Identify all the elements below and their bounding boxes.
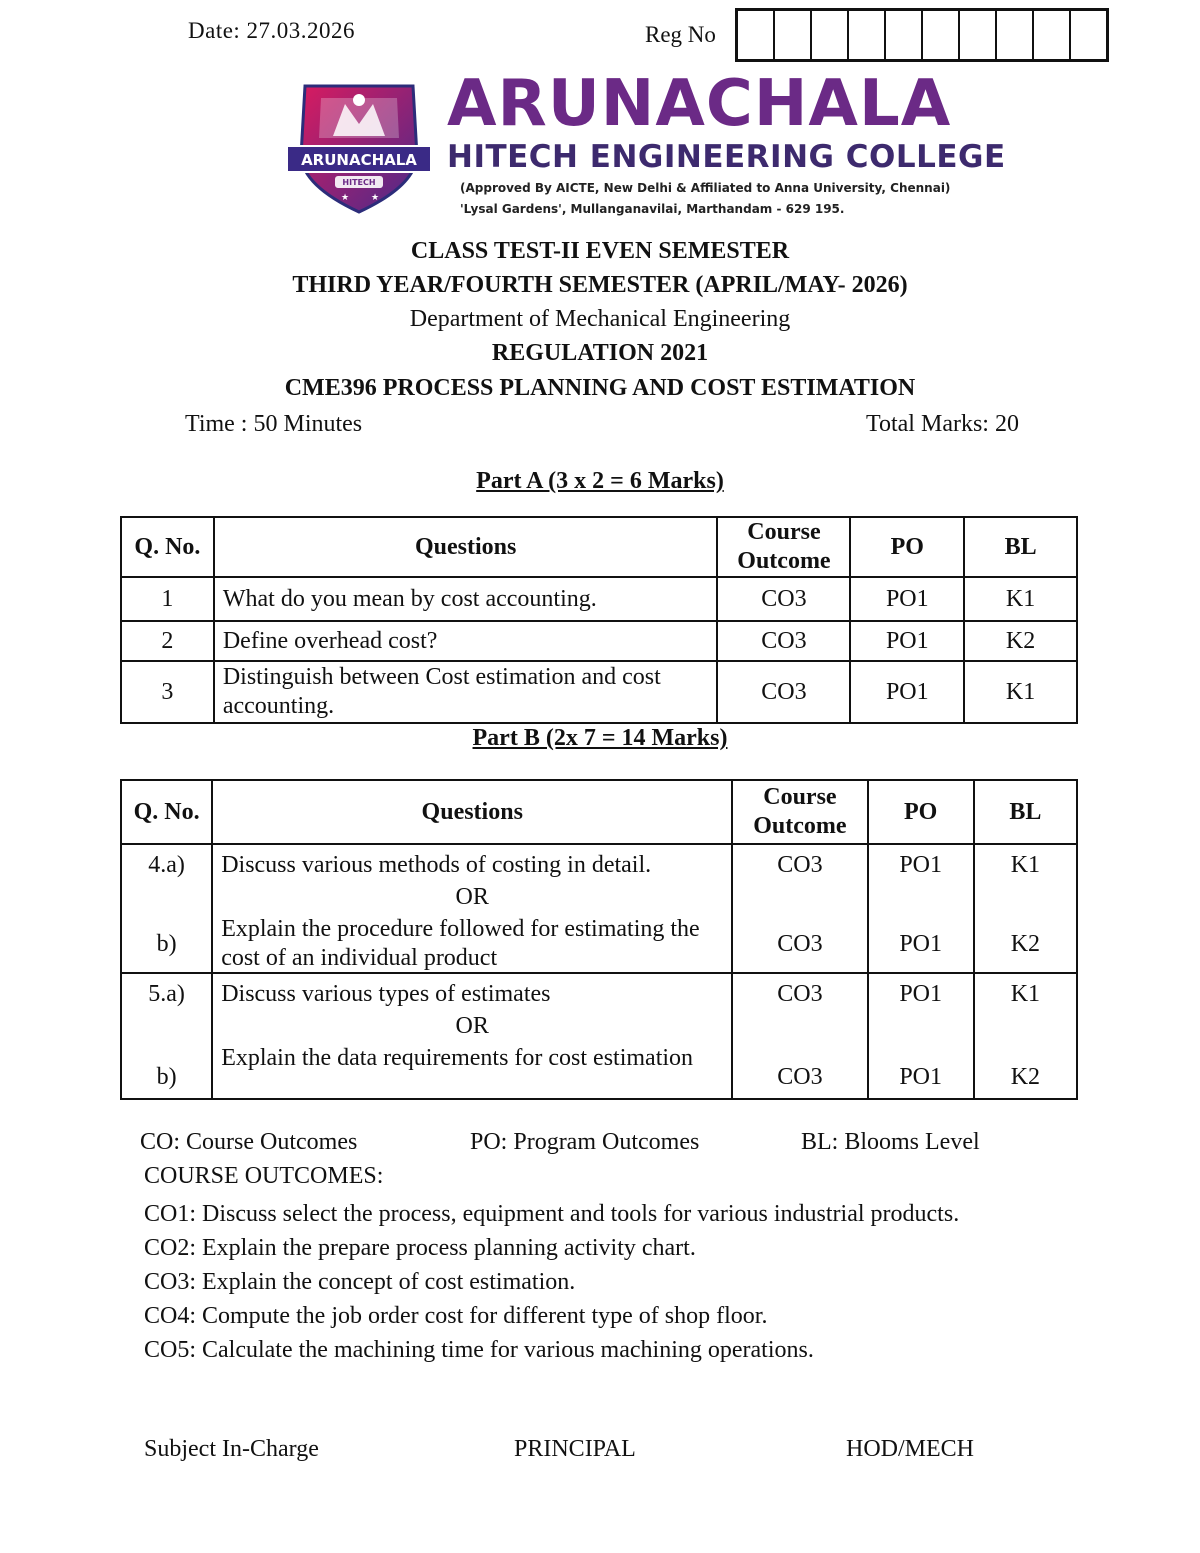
col-po: PO	[868, 780, 974, 844]
college-name: ARUNACHALA	[447, 67, 952, 141]
course-outcomes-title: COURSE OUTCOMES:	[144, 1163, 384, 1189]
reg-no-box[interactable]	[886, 11, 923, 59]
college-subtitle: HITECH ENGINEERING COLLEGE	[447, 139, 1006, 175]
logo-small-text: HITECH	[342, 178, 376, 187]
col-qno: Q. No.	[121, 780, 212, 844]
question-text: Explain the procedure followed for estimating the cost of an individual product	[221, 915, 700, 971]
college-approval: (Approved By AICTE, New Delhi & Affiliated to Anna University, Chennai)	[460, 181, 951, 195]
question-no: 2	[121, 621, 214, 661]
reg-no-box[interactable]	[775, 11, 812, 59]
col-questions: Questions	[214, 517, 718, 577]
reg-no-box[interactable]	[997, 11, 1034, 59]
legend-po: PO: Program Outcomes	[470, 1129, 700, 1155]
program-outcome-cell	[868, 973, 974, 1099]
course-title: CME396 PROCESS PLANNING AND COST ESTIMATION	[284, 375, 916, 401]
part-a-table	[120, 516, 1078, 724]
program-outcome: PO1	[899, 981, 942, 1008]
question-no-cell	[121, 844, 212, 973]
course-outcome: CO3	[777, 930, 823, 957]
question-text: Discuss various methods of costing in detail.	[221, 852, 652, 878]
question-no: 5.a)	[148, 981, 185, 1008]
question-no: b)	[156, 1064, 177, 1091]
exam-semester: THIRD YEAR/FOURTH SEMESTER (APRIL/MAY- 2026)	[292, 272, 908, 298]
college-address: 'Lysal Gardens', Mullanganavilai, Marthandam - 629 195.	[460, 202, 845, 216]
legend-bl: BL: Blooms Level	[801, 1129, 980, 1155]
blooms-level: K1	[964, 661, 1077, 723]
part-b-table	[120, 779, 1078, 1100]
course-outcome-item: CO3: Explain the concept of cost estimation.	[144, 1269, 576, 1295]
exam-date: Date: 27.03.2026	[188, 18, 356, 43]
course-outcome-cell	[732, 844, 867, 973]
logo-text: ARUNACHALA	[301, 151, 417, 169]
table-header-row	[121, 517, 1077, 577]
question-no: 4.a)	[148, 852, 185, 878]
program-outcome: PO1	[899, 852, 942, 878]
regulation: REGULATION 2021	[491, 340, 709, 366]
blooms-level: K2	[1010, 930, 1041, 957]
part-b-heading: Part B (2x 7 = 14 Marks)	[472, 725, 728, 751]
course-outcome: CO3	[777, 1064, 823, 1091]
total-marks: Total Marks: 20	[866, 411, 1019, 437]
reg-no-boxes[interactable]	[735, 8, 1109, 62]
question-text: Discuss various types of estimates	[221, 981, 551, 1008]
course-outcome: CO3	[717, 577, 850, 621]
course-outcome-item: CO2: Explain the prepare process planning activity chart.	[144, 1235, 696, 1261]
svg-text:★: ★	[371, 192, 380, 202]
col-bl: BL	[964, 517, 1077, 577]
col-course-outcome: Course Outcome	[717, 517, 850, 577]
col-questions: Questions	[212, 780, 732, 844]
col-po: PO	[850, 517, 964, 577]
question-text: Define overhead cost?	[214, 621, 718, 661]
blooms-level: K1	[1010, 852, 1041, 878]
course-outcome-item: CO4: Compute the job order cost for different type of shop floor.	[144, 1303, 768, 1329]
legend-co: CO: Course Outcomes	[140, 1129, 358, 1155]
table-row	[121, 661, 1077, 723]
col-qno: Q. No.	[121, 517, 214, 577]
table-row	[121, 621, 1077, 661]
blooms-level-cell	[974, 973, 1077, 1099]
course-outcome: CO3	[717, 661, 850, 723]
table-row	[121, 577, 1077, 621]
program-outcome: PO1	[850, 621, 964, 661]
question-text: Distinguish between Cost estimation and cost accounting.	[214, 661, 718, 723]
reg-no-box[interactable]	[812, 11, 849, 59]
signature-principal: PRINCIPAL	[514, 1436, 636, 1462]
department: Department of Mechanical Engineering	[409, 306, 791, 332]
exam-title: CLASS TEST-II EVEN SEMESTER	[410, 238, 790, 264]
course-outcome: CO3	[777, 981, 823, 1008]
question-text: What do you mean by cost accounting.	[214, 577, 718, 621]
program-outcome: PO1	[850, 661, 964, 723]
reg-no-box[interactable]	[738, 11, 775, 59]
signature-hod: HOD/MECH	[846, 1436, 975, 1462]
or-label: OR	[455, 1013, 489, 1040]
question-no-cell	[121, 973, 212, 1099]
reg-no-box[interactable]	[1034, 11, 1071, 59]
table-row	[121, 973, 1077, 1099]
blooms-level: K1	[1010, 981, 1041, 1008]
course-outcome: CO3	[717, 621, 850, 661]
or-label: OR	[455, 883, 489, 910]
blooms-level: K2	[1010, 1064, 1041, 1091]
reg-no-box[interactable]	[1071, 11, 1106, 59]
exam-time: Time : 50 Minutes	[185, 411, 363, 437]
part-a-heading: Part A (3 x 2 = 6 Marks)	[476, 468, 724, 494]
col-course-outcome: Course Outcome	[732, 780, 867, 844]
question-cell	[212, 973, 732, 1099]
table-header-row	[121, 780, 1077, 844]
course-outcome: CO3	[777, 852, 823, 878]
reg-no-box[interactable]	[923, 11, 960, 59]
svg-text:★: ★	[341, 192, 350, 202]
question-no: 1	[121, 577, 214, 621]
question-no: 3	[121, 661, 214, 723]
program-outcome: PO1	[850, 577, 964, 621]
blooms-level: K2	[964, 621, 1077, 661]
program-outcome-cell	[868, 844, 974, 973]
question-cell	[212, 844, 732, 973]
blooms-level-cell	[974, 844, 1077, 973]
signature-subject-in-charge: Subject In-Charge	[144, 1436, 319, 1462]
course-outcome-item: CO1: Discuss select the process, equipment and tools for various industrial products.	[144, 1201, 960, 1227]
blooms-level: K1	[964, 577, 1077, 621]
question-no: b)	[156, 930, 177, 957]
course-outcome-item: CO5: Calculate the machining time for various machining operations.	[144, 1337, 814, 1363]
college-logo-icon	[283, 76, 435, 216]
program-outcome: PO1	[899, 930, 942, 957]
program-outcome: PO1	[899, 1064, 942, 1091]
reg-no-box[interactable]	[960, 11, 997, 59]
course-outcome-cell	[732, 973, 867, 1099]
question-text: Explain the data requirements for cost estimation	[221, 1045, 694, 1072]
reg-no-box[interactable]	[849, 11, 886, 59]
reg-no-label: Reg No	[645, 22, 716, 47]
course-outcomes-list	[144, 1197, 959, 1367]
col-bl: BL	[974, 780, 1077, 844]
table-row	[121, 844, 1077, 973]
